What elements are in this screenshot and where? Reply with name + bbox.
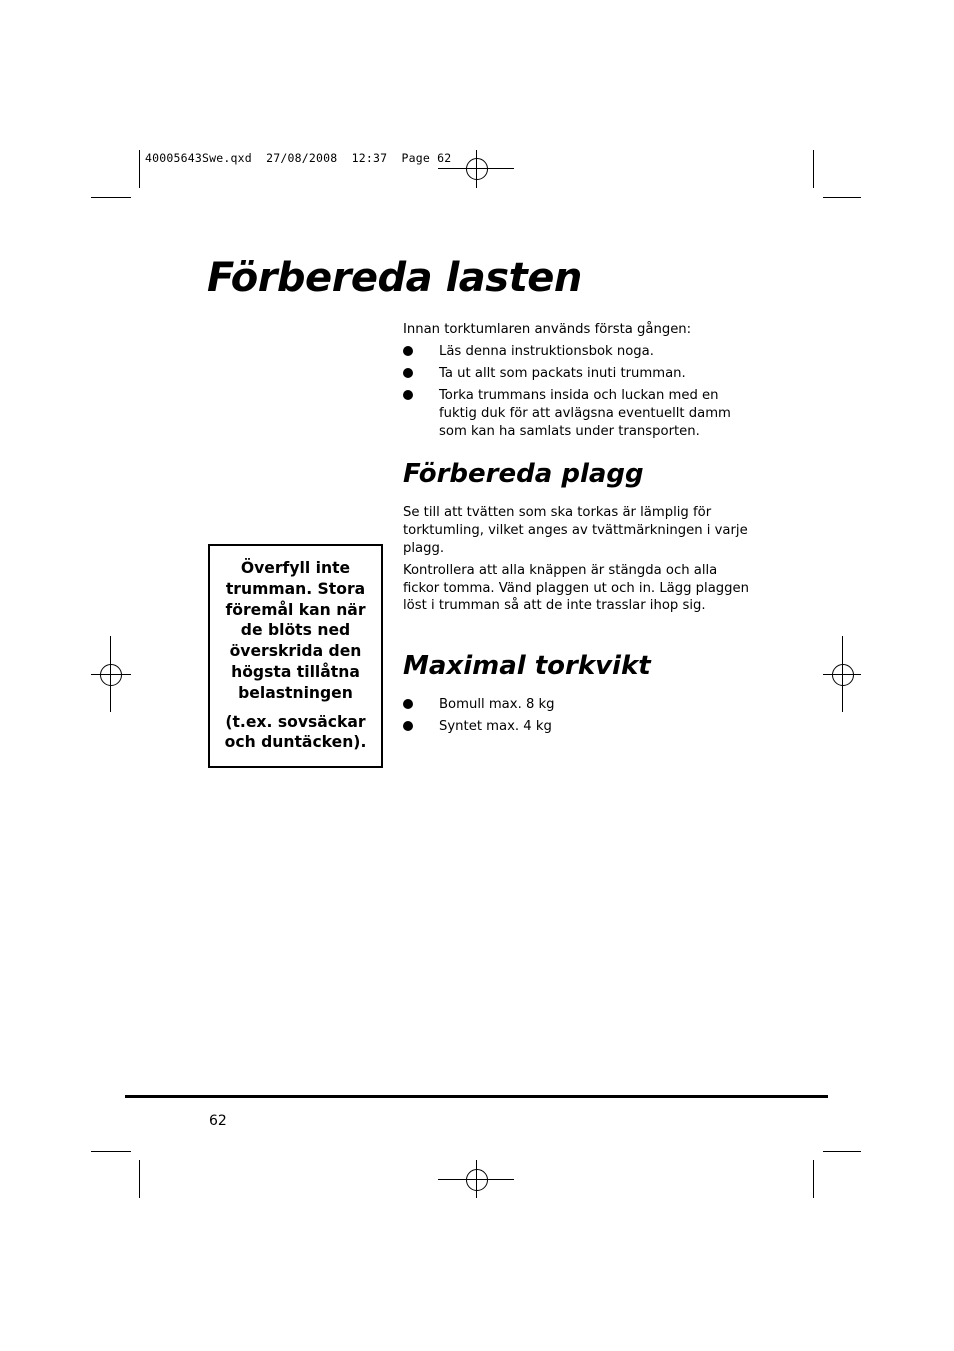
plagg-paragraph-2: Kontrollera att alla knäppen är stängda och alla fickor tomma. Vänd plaggen ut och in. Lägg plaggen löst i trumman så att de inte trasslar ihop sig. [403,562,750,614]
section-heading-plagg: Förbereda plagg [403,459,644,489]
list-item: Ta ut allt som packats inuti trumman. [403,365,753,383]
warning-example: (t.ex. sovsäckar och duntäcken). [224,712,367,752]
list-item: Bomull max. 8 kg [403,696,753,714]
footer-rule [125,1095,828,1098]
bullet-icon [403,699,413,709]
warning-text: Överfyll inte trumman. Stora föremål kan när de blöts ned överskrida den högsta tillåtna belastningen [225,559,366,702]
crop-mark [91,197,131,198]
crop-mark [139,150,140,188]
intro-section [403,321,753,445]
plagg-paragraph-1: Se till att tvätten som ska torkas är lämplig för torktumling, vilket anges av tvättmärkningen i varje plagg. [403,505,748,556]
list-item: Syntet max. 4 kg [403,718,753,736]
list-item: Torka trummans insida och luckan med en fuktig duk för att avlägsna eventuellt damm som kan ha samlats under transporten. [403,387,753,440]
page-title: Förbereda lasten [207,255,582,301]
intro-lead: Innan torktumlaren används första gången: [403,322,692,337]
bullet-icon [403,368,413,378]
crop-mark [813,1160,814,1198]
bullet-icon [403,346,413,356]
list-item: Läs denna instruktionsbok noga. [403,343,753,361]
torkvikt-section [403,696,753,740]
crop-mark [823,197,861,198]
page-number: 62 [209,1113,227,1129]
crop-mark [823,1151,861,1152]
bullet-icon [403,390,413,400]
intro-list [403,343,753,441]
warning-box [208,544,383,768]
crop-mark [91,1151,131,1152]
plagg-section [403,504,753,615]
bullet-icon [403,721,413,731]
section-heading-torkvikt: Maximal torkvikt [403,651,651,681]
print-slug: 40005643Swe.qxd 27/08/2008 12:37 Page 62 [145,151,452,165]
crop-mark [139,1160,140,1198]
crop-mark [813,150,814,188]
torkvikt-list [403,696,753,736]
